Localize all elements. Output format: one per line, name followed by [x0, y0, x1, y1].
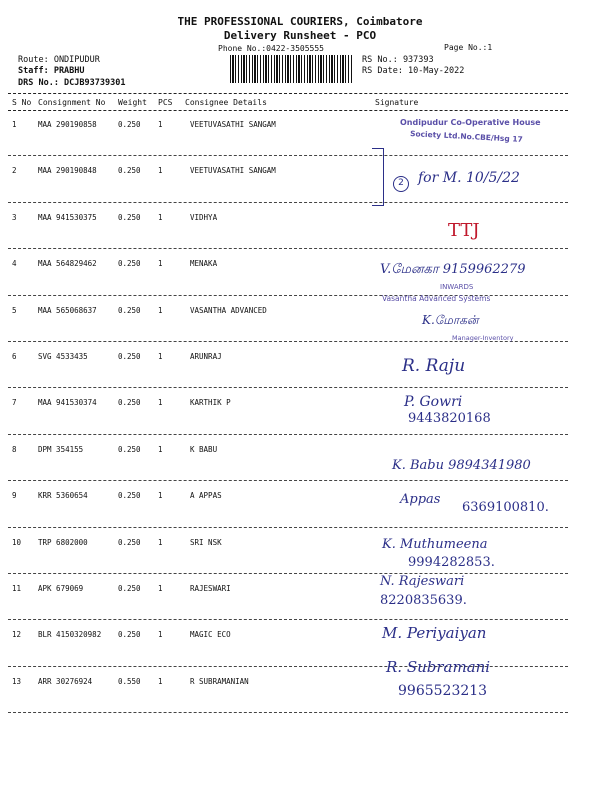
row-divider	[8, 248, 568, 249]
row-divider	[8, 527, 568, 528]
row-pcs: 1	[158, 212, 163, 222]
table-row	[0, 533, 600, 579]
row-consignee: MAGIC ECO	[190, 630, 231, 640]
row-consignee: VIDHYA	[190, 212, 218, 222]
stamp-manager: Manager-Inventory	[452, 334, 514, 342]
stamp-vasantha: Vasantha Advanced Systems	[382, 294, 491, 303]
row-consignment: MAA 941530374	[38, 398, 97, 408]
row-weight: 0.250	[118, 491, 141, 501]
row-consignment: SVG 4533435	[38, 352, 88, 361]
row-pcs: 1	[158, 537, 163, 547]
row-consignee: KARTHIK P	[190, 398, 231, 408]
barcode	[230, 55, 352, 83]
row-weight: 0.250	[118, 537, 141, 547]
row-consignee: RAJESWARI	[190, 584, 231, 593]
row-divider	[8, 619, 568, 620]
signature-2: for M. 10/5/22	[418, 170, 520, 186]
row-sno: 2	[12, 166, 17, 176]
page-number: Page No.:1	[444, 43, 493, 52]
row-sno: 10	[12, 537, 22, 547]
row-consignment: APK 679069	[38, 584, 84, 593]
col-header-consignee: Consignee Details	[185, 98, 267, 107]
row-divider	[8, 573, 568, 574]
row-weight: 0.250	[118, 259, 141, 269]
signature-2-circle: 2	[393, 176, 409, 192]
signature-5: K.மோகன்	[422, 313, 479, 327]
row-consignee: VEETUVASATHI SANGAM	[190, 120, 276, 129]
row-divider	[8, 712, 568, 713]
society-stamp: Ondipudur Co-Operative House	[400, 118, 541, 127]
phone-number: Phone No.:0422-3505555	[218, 44, 324, 53]
row-sno: 3	[12, 212, 17, 222]
staff: Staff: PRABHU	[18, 66, 85, 76]
signature-7a: P. Gowri	[404, 394, 463, 410]
row-weight: 0.250	[118, 352, 141, 361]
signature-12: M. Periyaiyan	[382, 624, 487, 642]
row-consignee: A APPAS	[190, 491, 222, 501]
row-pcs: 1	[158, 584, 163, 593]
signature-9b: 6369100810.	[462, 500, 549, 515]
row-pcs: 1	[158, 491, 163, 501]
table-row	[0, 347, 600, 393]
row-sno: 11	[12, 584, 22, 593]
row-weight: 0.250	[118, 212, 141, 222]
row-pcs: 1	[158, 398, 163, 408]
row-weight: 0.250	[118, 584, 141, 593]
row-weight: 0.250	[118, 120, 141, 129]
row-pcs: 1	[158, 444, 163, 454]
row-consignee: VASANTHA ADVANCED	[190, 305, 267, 315]
row-consignment: TRP 6802000	[38, 537, 88, 547]
signature-11b: 8220835639.	[380, 593, 467, 608]
row-sno: 9	[12, 491, 17, 501]
signature-bracket	[372, 148, 384, 206]
row-sno: 1	[12, 120, 17, 129]
row-pcs: 1	[158, 259, 163, 269]
row-pcs: 1	[158, 630, 163, 640]
col-header-consignment: Consignment No	[38, 98, 106, 107]
row-sno: 8	[12, 444, 17, 454]
table-row	[0, 393, 600, 439]
rs-date: RS Date: 10-May-2022	[362, 66, 465, 76]
row-pcs: 1	[158, 166, 163, 176]
row-consignee: K BABU	[190, 444, 218, 454]
row-consignment: MAA 290190858	[38, 120, 97, 129]
header-divider-bottom	[8, 110, 568, 111]
row-consignment: KRR 5360654	[38, 491, 88, 501]
row-sno: 7	[12, 398, 17, 408]
col-header-pcs: PCS	[158, 98, 173, 107]
row-weight: 0.250	[118, 444, 141, 454]
row-divider	[8, 387, 568, 388]
row-sno: 12	[12, 630, 22, 640]
rs-number: RS No.: 937393	[362, 55, 434, 65]
col-header-weight: Weight	[118, 98, 147, 107]
row-weight: 0.550	[118, 676, 141, 686]
row-consignment: MAA 290190848	[38, 166, 97, 176]
table-row	[0, 208, 600, 254]
signature-13b: 9965523213	[398, 683, 488, 699]
signature-11a: N. Rajeswari	[380, 574, 465, 589]
row-divider	[8, 155, 568, 156]
row-divider	[8, 480, 568, 481]
table-row	[0, 579, 600, 625]
row-consignee: SRI NSK	[190, 537, 222, 547]
row-sno: 4	[12, 259, 17, 269]
row-pcs: 1	[158, 305, 163, 315]
row-pcs: 1	[158, 676, 163, 686]
row-consignment: ARR 30276924	[38, 676, 93, 686]
row-consignee: VEETUVASATHI SANGAM	[190, 166, 276, 176]
row-consignee: R SUBRAMANIAN	[190, 676, 249, 686]
signature-9a: Appas	[400, 492, 441, 507]
table-row	[0, 672, 600, 718]
drs-number: DRS No.: DCJB93739301	[18, 78, 126, 88]
row-sno: 5	[12, 305, 17, 315]
table-row	[0, 625, 600, 671]
col-header-sno: S No	[12, 98, 32, 107]
row-weight: 0.250	[118, 630, 141, 640]
col-header-signature: Signature	[375, 98, 419, 107]
row-consignment: BLR 4150320982	[38, 630, 102, 640]
signature-3: TTJ	[448, 220, 480, 241]
signature-8: K. Babu 9894341980	[392, 458, 531, 473]
row-consignment: MAA 565068637	[38, 305, 97, 315]
row-consignment: MAA 564829462	[38, 259, 97, 269]
row-weight: 0.250	[118, 305, 141, 315]
row-consignee: ARUNRAJ	[190, 352, 222, 361]
signature-6: R. Raju	[402, 356, 466, 376]
signature-7b: 9443820168	[408, 411, 491, 426]
row-consignment: DPM 354155	[38, 444, 84, 454]
row-pcs: 1	[158, 120, 163, 129]
row-weight: 0.250	[118, 166, 141, 176]
route: Route: ONDIPUDUR	[18, 55, 100, 65]
stamp-inwards: INWARDS	[440, 283, 474, 291]
row-pcs: 1	[158, 352, 163, 361]
signature-10a: K. Muthumeena	[382, 537, 488, 552]
row-divider	[8, 202, 568, 203]
row-sno: 6	[12, 352, 17, 361]
row-consignee: MENAKA	[190, 259, 218, 269]
signature-13a: R. Subramani	[386, 658, 491, 676]
signature-10b: 9994282853.	[408, 555, 495, 570]
society-stamp-line2: Society Ltd.No.CBE/Hsg 17	[409, 129, 524, 144]
header-divider-top	[8, 93, 568, 94]
row-consignment: MAA 941530375	[38, 212, 97, 222]
row-divider	[8, 434, 568, 435]
company-title: THE PROFESSIONAL COURIERS, Coimbatore	[177, 15, 423, 28]
row-sno: 13	[12, 676, 22, 686]
row-weight: 0.250	[118, 398, 141, 408]
signature-4: V.மேனகா 9159962279	[380, 262, 526, 277]
sheet-title: Delivery Runsheet - PCO	[223, 29, 377, 42]
